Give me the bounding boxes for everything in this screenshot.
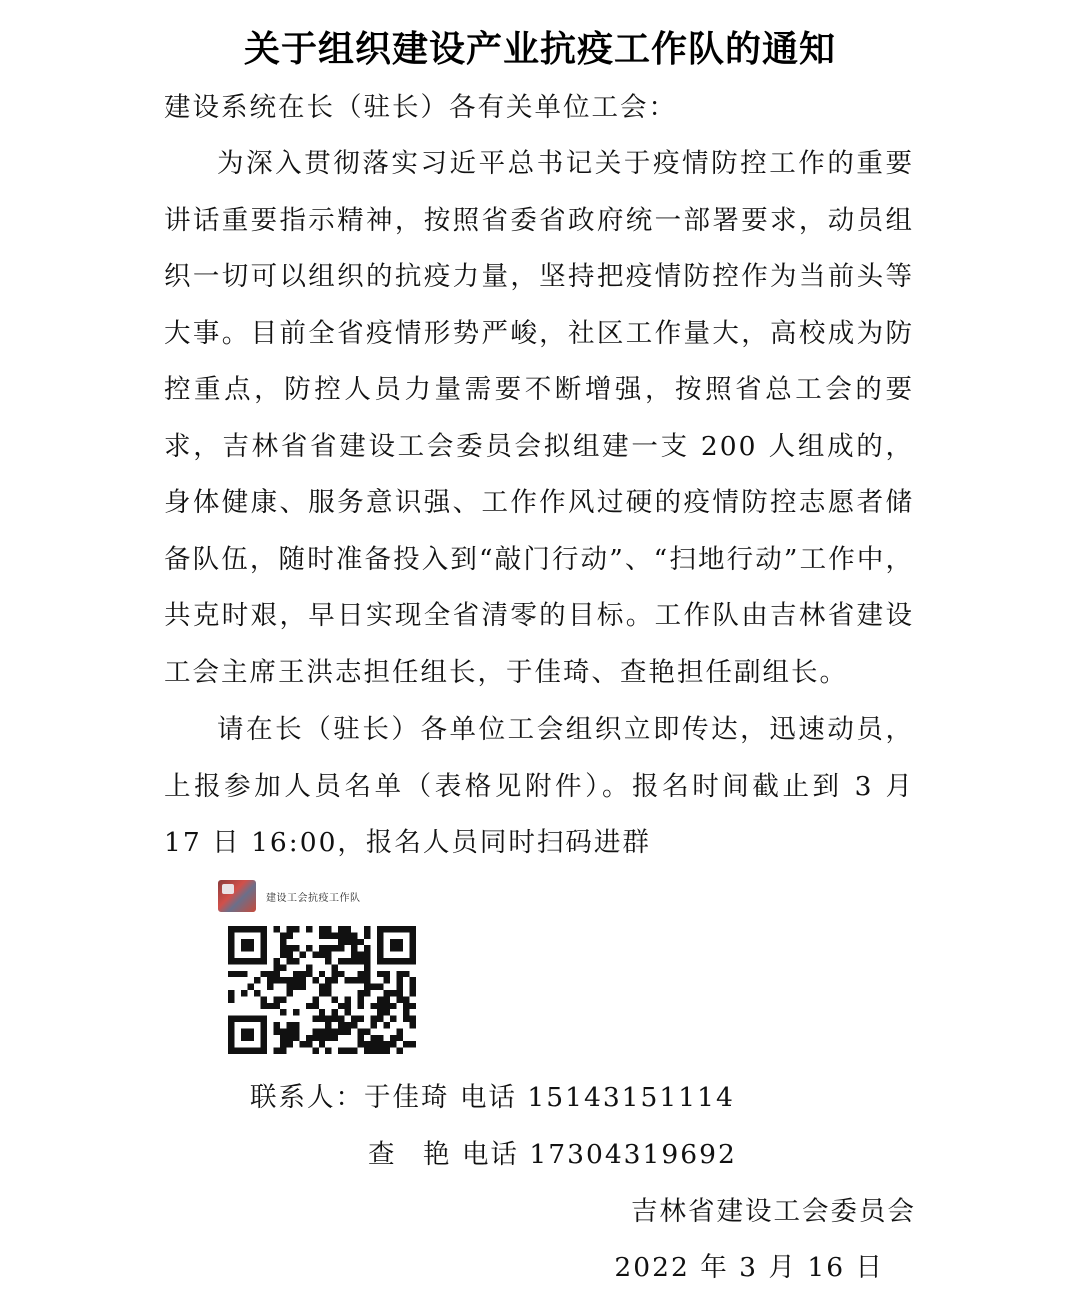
qr-module <box>338 1022 344 1028</box>
qr-module <box>280 1009 286 1015</box>
qr-module <box>364 990 370 996</box>
qr-module <box>397 996 403 1002</box>
qr-module <box>384 996 390 1002</box>
qr-module <box>358 1016 364 1022</box>
qr-module <box>254 990 260 996</box>
qr-module <box>312 977 318 983</box>
qr-module <box>358 958 364 964</box>
qr-module <box>293 971 299 977</box>
qr-module <box>364 926 370 932</box>
qr-module <box>403 971 409 977</box>
qr-module <box>345 1009 351 1015</box>
qr-module <box>384 1003 390 1009</box>
qr-module <box>338 1048 344 1054</box>
qr-module <box>410 1016 416 1022</box>
qr-module <box>351 939 357 945</box>
qr-module <box>351 932 357 938</box>
qr-module <box>332 964 338 970</box>
contact-row-2 <box>368 1135 737 1175</box>
group-avatar-icon <box>218 880 256 912</box>
qr-module <box>345 977 351 983</box>
qr-module <box>410 990 416 996</box>
qr-module <box>345 1003 351 1009</box>
qr-module <box>286 958 292 964</box>
qr-module <box>364 1041 370 1047</box>
qr-module <box>273 1022 279 1028</box>
contact-2-phone-label: 电话 <box>461 1139 519 1170</box>
qr-module <box>325 926 331 932</box>
qr-module <box>377 1003 383 1009</box>
qr-module <box>351 1022 357 1028</box>
qr-module <box>293 958 299 964</box>
qr-module <box>260 996 266 1002</box>
qr-module <box>280 1028 286 1034</box>
body-paragraph-1: 为深入贯彻落实习近平总书记关于疫情防控工作的重要讲话重要指示精神，按照省委省政府统一部署要求，动员组织一切可以组织的抗疫力量，坚持把疫情防控作为当前头等大事。目前全省疫情形势严峻，社区工作量大，高校成为防控重点，防控人员力量需要不断增强，按照省总工会的要求，吉林省省建设工会委员会拟组建一支 200 人组成的，身体健康、服务意识强、工作作风过硬的疫情防控志愿者储备队伍，随时准备投入到“敲门行动”、“扫地行动”工作中，共克时艰，早日实现全省清零的目标。工作队由吉林省建设工会主席王洪志担任组长，于佳琦、查艳担任副组长。 <box>164 148 914 688</box>
qr-module <box>364 932 370 938</box>
qr-module <box>286 926 292 932</box>
group-qr-card[interactable] <box>218 878 423 1058</box>
qr-module <box>286 932 292 938</box>
qr-module <box>273 971 279 977</box>
qr-module <box>332 932 338 938</box>
qr-module <box>384 977 390 983</box>
qr-module <box>410 1041 416 1047</box>
qr-module <box>338 1003 344 1009</box>
qr-module <box>325 1035 331 1041</box>
qr-module <box>338 926 344 932</box>
qr-module <box>358 990 364 996</box>
qr-module <box>403 1016 409 1022</box>
qr-module <box>377 1048 383 1054</box>
qr-module <box>273 964 279 970</box>
qr-module <box>410 977 416 983</box>
qr-module <box>319 952 325 958</box>
qr-module <box>384 971 390 977</box>
qr-module <box>384 1022 390 1028</box>
qr-module <box>345 932 351 938</box>
qr-module <box>273 977 279 983</box>
qr-module <box>377 1016 383 1022</box>
qr-module <box>332 1028 338 1034</box>
qr-module <box>286 984 292 990</box>
qr-module <box>351 1048 357 1054</box>
qr-module <box>260 971 266 977</box>
qr-module <box>312 1016 318 1022</box>
qr-module <box>280 945 286 951</box>
qr-module <box>410 984 416 990</box>
qr-module <box>377 1041 383 1047</box>
qr-module <box>299 971 305 977</box>
qr-module <box>299 984 305 990</box>
qr-module <box>306 971 312 977</box>
qr-module <box>403 1009 409 1015</box>
qr-module <box>325 952 331 958</box>
qr-module <box>351 952 357 958</box>
qr-module <box>299 952 305 958</box>
qr-module <box>325 977 331 983</box>
qr-module <box>345 1028 351 1034</box>
qr-module <box>384 1048 390 1054</box>
qr-module <box>345 958 351 964</box>
qr-finder-bottom-left <box>228 1016 267 1054</box>
qr-module <box>319 1028 325 1034</box>
qr-card-header <box>218 878 423 914</box>
qr-module <box>390 1041 396 1047</box>
qr-module <box>371 1035 377 1041</box>
qr-module <box>364 1028 370 1034</box>
contact-2-name-part1: 查 <box>368 1139 397 1170</box>
qr-module <box>273 996 279 1002</box>
qr-module <box>332 977 338 983</box>
qr-module <box>397 977 403 983</box>
qr-module <box>384 1009 390 1015</box>
qr-module <box>293 1035 299 1041</box>
qr-module <box>286 1035 292 1041</box>
qr-module <box>397 984 403 990</box>
qr-module <box>319 971 325 977</box>
qr-module <box>364 971 370 977</box>
qr-module <box>312 1003 318 1009</box>
qr-module <box>286 977 292 983</box>
qr-module <box>228 990 234 996</box>
qr-module <box>293 945 299 951</box>
qr-module <box>286 952 292 958</box>
salutation: 建设系统在长（驻长）各有关单位工会： <box>164 92 677 123</box>
qr-module <box>260 1003 266 1009</box>
qr-module <box>332 1035 338 1041</box>
contact-1-phone-label: 电话 <box>459 1082 517 1113</box>
qr-module <box>306 1041 312 1047</box>
qr-module <box>390 1003 396 1009</box>
qr-group-name: 建设工会抗疫工作队 <box>266 892 361 904</box>
qr-module <box>397 1048 403 1054</box>
qr-module <box>364 958 370 964</box>
qr-module <box>325 1028 331 1034</box>
qr-module <box>286 945 292 951</box>
qr-module <box>293 1009 299 1015</box>
qr-module <box>325 1016 331 1022</box>
issuing-organization: 吉林省建设工会委员会 <box>631 1196 916 1227</box>
qr-module <box>319 1035 325 1041</box>
qr-module <box>358 971 364 977</box>
qr-module <box>397 1035 403 1041</box>
qr-module <box>273 926 279 932</box>
qr-module <box>332 971 338 977</box>
qr-module <box>280 977 286 983</box>
qr-module <box>364 977 370 983</box>
qr-module <box>312 952 318 958</box>
qr-module <box>364 952 370 958</box>
body-paragraph-2: 请在长（驻长）各单位工会组织立即传达，迅速动员，上报参加人员名单（表格见附件）。报名时间截止到 3 月 17 日 16:00，报名人员同时扫码进群 <box>164 714 914 858</box>
qr-module <box>345 926 351 932</box>
qr-module <box>319 932 325 938</box>
qr-module <box>338 939 344 945</box>
qr-module <box>371 1003 377 1009</box>
qr-module <box>390 1035 396 1041</box>
qr-module <box>345 996 351 1002</box>
qr-module <box>358 1028 364 1034</box>
qr-module <box>286 990 292 996</box>
qr-module <box>325 932 331 938</box>
qr-code-icon[interactable] <box>228 926 416 1054</box>
qr-module <box>364 945 370 951</box>
qr-module <box>358 939 364 945</box>
qr-module <box>325 1022 331 1028</box>
contact-label: 联系人： <box>250 1082 364 1113</box>
qr-module <box>332 1009 338 1015</box>
qr-module <box>306 1035 312 1041</box>
qr-module <box>338 932 344 938</box>
qr-module <box>312 996 318 1002</box>
qr-module <box>351 1016 357 1022</box>
qr-module <box>293 926 299 932</box>
qr-module <box>371 984 377 990</box>
qr-module <box>293 1022 299 1028</box>
qr-module <box>397 971 403 977</box>
qr-module <box>319 984 325 990</box>
qr-module <box>280 1048 286 1054</box>
qr-module <box>319 1009 325 1015</box>
qr-module <box>267 984 273 990</box>
qr-module <box>306 1003 312 1009</box>
qr-module <box>410 1003 416 1009</box>
qr-module <box>325 984 331 990</box>
qr-module <box>280 939 286 945</box>
qr-module <box>254 977 260 983</box>
qr-module <box>345 1048 351 1054</box>
qr-module <box>319 1016 325 1022</box>
qr-module <box>293 984 299 990</box>
qr-module <box>273 1028 279 1034</box>
qr-module <box>280 996 286 1002</box>
contact-1-name: 于佳琦 <box>364 1082 450 1113</box>
qr-module <box>358 977 364 983</box>
qr-module <box>325 1048 331 1054</box>
qr-module <box>384 1041 390 1047</box>
qr-module <box>319 1041 325 1047</box>
qr-finder-top-left <box>228 926 267 964</box>
qr-module <box>293 1028 299 1034</box>
qr-module <box>345 939 351 945</box>
qr-module <box>345 1022 351 1028</box>
notice-title: 关于组织建设产业抗疫工作队的通知 <box>243 29 836 70</box>
qr-module <box>312 1035 318 1041</box>
qr-module <box>325 990 331 996</box>
qr-module <box>410 1022 416 1028</box>
qr-module <box>267 1003 273 1009</box>
qr-module <box>241 990 247 996</box>
qr-module <box>293 977 299 983</box>
qr-module <box>377 996 383 1002</box>
qr-module <box>397 990 403 996</box>
qr-finder-top-right <box>377 926 416 964</box>
qr-module <box>351 977 357 983</box>
qr-module <box>338 945 344 951</box>
qr-module <box>312 1028 318 1034</box>
issue-date: 2022 年 3 月 16 日 <box>614 1252 884 1283</box>
qr-module <box>403 1041 409 1047</box>
qr-module <box>306 926 312 932</box>
qr-module <box>390 990 396 996</box>
qr-module <box>364 984 370 990</box>
qr-module <box>325 945 331 951</box>
qr-module <box>377 1009 383 1015</box>
qr-module <box>338 1028 344 1034</box>
qr-module <box>371 1048 377 1054</box>
qr-module <box>332 1016 338 1022</box>
qr-module <box>280 964 286 970</box>
qr-module <box>280 1041 286 1047</box>
qr-module <box>306 964 312 970</box>
qr-module <box>371 1022 377 1028</box>
qr-module <box>299 1041 305 1047</box>
qr-module <box>228 971 234 977</box>
qr-module <box>273 1003 279 1009</box>
qr-module <box>267 977 273 983</box>
qr-module <box>371 1041 377 1047</box>
contact-row-1 <box>250 1078 735 1118</box>
qr-module <box>267 971 273 977</box>
qr-module <box>286 1041 292 1047</box>
qr-module <box>280 1035 286 1041</box>
contact-2-phone[interactable]: 17304319692 <box>529 1139 737 1170</box>
qr-module <box>280 932 286 938</box>
qr-module <box>299 977 305 983</box>
qr-module <box>247 984 253 990</box>
qr-module <box>273 958 279 964</box>
qr-module <box>228 996 234 1002</box>
qr-module <box>338 971 344 977</box>
contact-2-name-part2: 艳 <box>423 1139 452 1170</box>
qr-module <box>403 1003 409 1009</box>
qr-module <box>319 990 325 996</box>
qr-module <box>286 1028 292 1034</box>
qr-module <box>358 1003 364 1009</box>
qr-module <box>358 996 364 1002</box>
qr-module <box>286 1022 292 1028</box>
qr-module <box>397 1028 403 1034</box>
qr-module <box>371 1016 377 1022</box>
qr-module <box>332 996 338 1002</box>
qr-module <box>234 971 240 977</box>
qr-module <box>241 971 247 977</box>
qr-module <box>364 964 370 970</box>
qr-module <box>377 1035 383 1041</box>
contact-1-phone[interactable]: 15143151114 <box>527 1082 735 1113</box>
qr-module <box>364 1048 370 1054</box>
qr-module <box>384 990 390 996</box>
qr-module <box>390 1016 396 1022</box>
qr-module <box>403 996 409 1002</box>
qr-module <box>358 1041 364 1047</box>
qr-module <box>358 1035 364 1041</box>
qr-module <box>306 945 312 951</box>
qr-module <box>273 1048 279 1054</box>
qr-module <box>319 926 325 932</box>
qr-module <box>280 952 286 958</box>
qr-module <box>319 945 325 951</box>
qr-module <box>332 945 338 951</box>
qr-module <box>351 958 357 964</box>
qr-module <box>358 952 364 958</box>
qr-module <box>351 945 357 951</box>
qr-module <box>377 984 383 990</box>
qr-module <box>338 1016 344 1022</box>
qr-module <box>377 971 383 977</box>
qr-module <box>312 1048 318 1054</box>
qr-module <box>338 958 344 964</box>
qr-module <box>325 958 331 964</box>
